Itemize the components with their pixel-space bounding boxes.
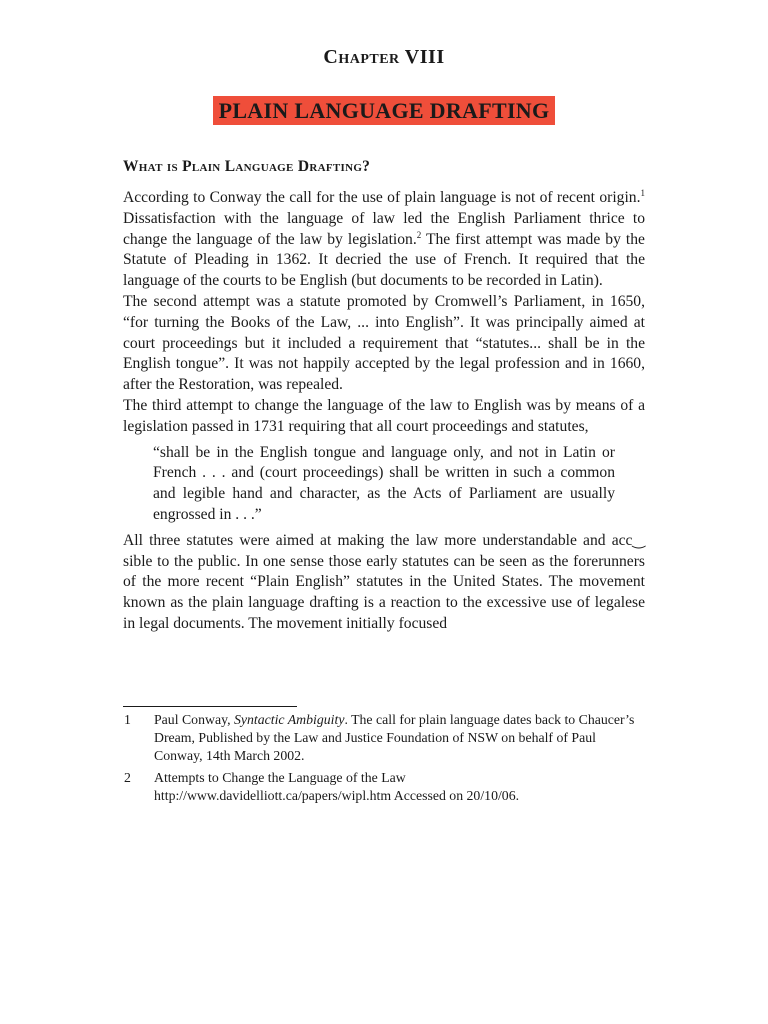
paragraph-1-part-b: Dissatisfaction with the language of law led the English Parliament thrice to change the language of the law by legislation. [123, 209, 645, 248]
footnote-ref-1[interactable]: 1 [640, 188, 645, 198]
block-quote: “shall be in the English tongue and language only, and not in Latin or French . . . and (court proceedings) shall be written in such a common and legible hand and character, as the Acts of Parliament are usually engrossed in . . .” [153, 443, 615, 523]
chapter-title: PLAIN LANGUAGE DRAFTING [213, 96, 556, 125]
footnote-divider [123, 706, 297, 707]
paragraph-1 [123, 188, 645, 292]
paragraph-2: The second attempt was a statute promoted by Cromwell’s Parliament, in 1650, “for turning the Books of the Law, ... into English”. It was principally aimed at court proceedings but it included a requirement that “statutes... shall be in the English tongue”. It was not happily accepted by the legal profession and in 1660, after the Restoration, was repealed. [123, 292, 645, 394]
footnotes [123, 711, 645, 809]
section-heading: What is Plain Language Drafting? [123, 158, 371, 175]
footnote-author: Paul Conway, [154, 712, 234, 727]
footnote-ref-2[interactable]: 2 [416, 229, 422, 240]
paragraph-1-part-c: The first attempt was made by the Statute of Pleading in 1362. It decried the use of French. It required that the language of the courts to be English (but documents to be recorded in Latin). [123, 230, 645, 290]
footnote-text: Attempts to Change the Language of the Law http://www.davidelliott.ca/papers/wipl.htm Accessed on 20/10/06. [154, 770, 520, 803]
footnote-work-title: Syntactic Ambiguity [233, 712, 345, 727]
footnote-rest: . The call for plain language dates back to Chaucer’s Dream, Published by the Law and Justice Foundation of NSW on behalf of Paul Conway, 14th March 2002. [154, 712, 635, 763]
footnote-item [123, 769, 645, 805]
title-wrap [0, 96, 768, 125]
paragraph-3: The third attempt to change the language of the law to English was by means of a legislation passed in 1731 requiring that all court proceedings and statutes, [123, 396, 645, 435]
footnote-item [123, 711, 645, 765]
footnote-text [154, 711, 645, 765]
footnote-number: 1 [124, 712, 131, 727]
paragraph-4: All three statutes were aimed at making the law more understandable and acc‿ sible to the public. In one sense those early statutes can be seen as the forerunners of the more recent “Plain English” statutes in the United States. The movement known as the plain language drafting is a reaction to the excessive use of legalese in legal documents. The movement initially focused [123, 531, 645, 632]
footnote-number: 2 [124, 770, 131, 785]
body-text [123, 188, 645, 635]
chapter-heading: Chapter VIII [323, 46, 445, 68]
paragraph-1-part-a: According to Conway the call for the use of plain language is not of recent origin. [123, 189, 641, 206]
